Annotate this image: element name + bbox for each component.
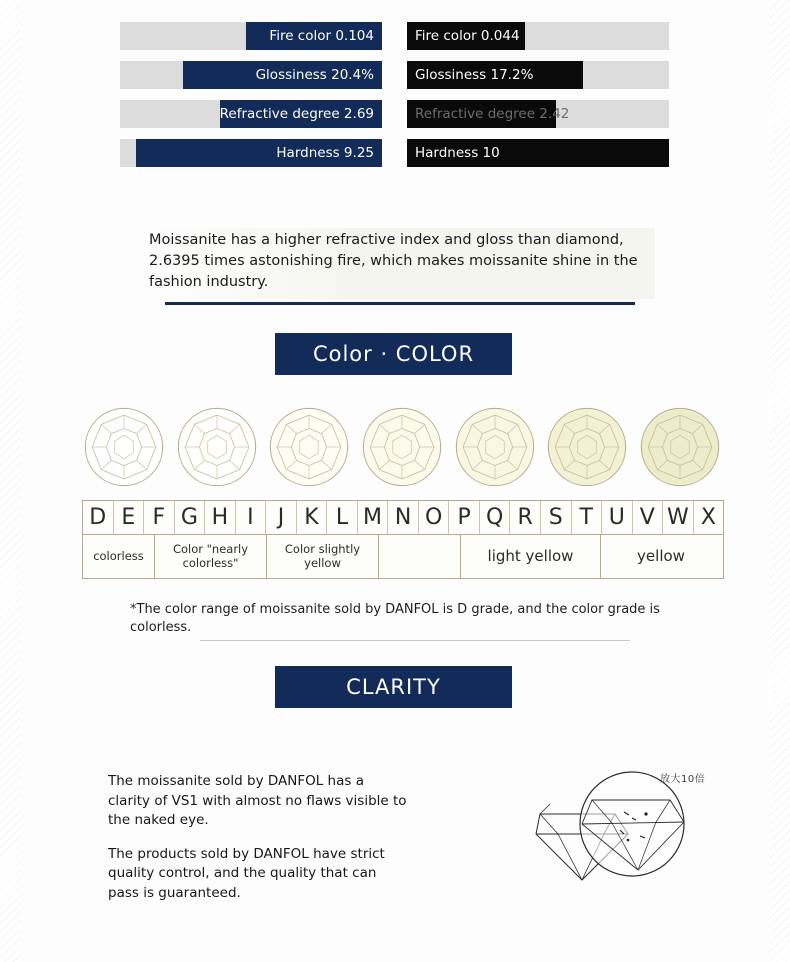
scale-letter: D — [83, 501, 114, 534]
bar-label: Glossiness 20.4% — [255, 67, 374, 83]
bar-track-moissanite — [120, 139, 382, 167]
diagram-caption: 放大10倍 — [660, 774, 706, 785]
bar-track-diamond — [407, 61, 669, 89]
scale-letter: R — [510, 501, 541, 534]
bar-track-diamond — [407, 22, 669, 50]
bar-label: Fire color 0.044 — [415, 28, 520, 44]
scale-letter: Q — [480, 501, 511, 534]
scale-letter: F — [144, 501, 175, 534]
scale-group-label — [379, 535, 461, 578]
bar-label: Hardness 9.25 — [276, 145, 374, 161]
bar-track-moissanite — [120, 22, 382, 50]
scale-letter: S — [541, 501, 572, 534]
gem-row — [82, 405, 722, 489]
scale-letter: M — [358, 501, 389, 534]
color-scale-letters — [83, 501, 723, 535]
scale-group-label: Color "nearly colorless" — [155, 535, 267, 578]
bar-label: Refractive degree 2.69 — [219, 106, 374, 122]
scale-letter: P — [449, 501, 480, 534]
comparison-bars — [120, 22, 670, 178]
clarity-section-banner: CLARITY — [275, 666, 512, 708]
bar-track-diamond — [407, 139, 669, 167]
bar-label: Refractive degree 2.42 — [415, 106, 570, 122]
bar-row — [120, 139, 670, 167]
bar-row — [120, 22, 670, 50]
bar-label: Glossiness 17.2% — [415, 67, 534, 83]
scale-letter: L — [327, 501, 358, 534]
footnote-text: *The color range of moissanite sold by DANFOL is D grade, and the color grade is colorless. — [130, 602, 660, 636]
scale-letter: N — [388, 501, 419, 534]
bar-track-moissanite — [120, 61, 382, 89]
scale-group-label: yellow — [637, 546, 685, 565]
bar-track-diamond — [407, 100, 669, 128]
gem-icon — [545, 405, 629, 489]
page-content — [20, 0, 770, 962]
scale-letter: W — [663, 501, 694, 534]
bar-label: Fire color 0.104 — [269, 28, 374, 44]
clarity-text-block — [108, 772, 408, 917]
scale-letter: T — [572, 501, 603, 534]
scale-letter: X — [700, 505, 716, 530]
color-scale-table — [82, 500, 724, 579]
gem-icon — [638, 405, 722, 489]
color-section-banner: Color · COLOR — [275, 333, 512, 375]
footnote-underline — [200, 640, 630, 641]
scale-group-label: Color slightly yellow — [267, 535, 379, 578]
clarity-paragraph: The products sold by DANFOL have strict quality control, and the quality that can pass is guaranteed. — [108, 845, 385, 901]
highlight-note — [145, 228, 655, 305]
scale-letter: H — [205, 501, 236, 534]
note-underline — [165, 302, 635, 305]
scale-letter: J — [266, 501, 297, 534]
bar-row — [120, 100, 670, 128]
scale-letter: E — [114, 501, 145, 534]
bar-label: Hardness 10 — [415, 145, 500, 161]
note-text: Moissanite has a higher refractive index and gloss than diamond, 2.6395 times astonishing fire, which makes moissanite shine in the fashion industry. — [145, 228, 655, 299]
scale-letter: I — [236, 501, 267, 534]
color-scale-groups — [83, 535, 723, 578]
scale-group-label: colorless — [83, 535, 155, 578]
gem-icon — [453, 405, 537, 489]
gem-icon — [175, 405, 259, 489]
gem-icon — [360, 405, 444, 489]
scale-letter: G — [175, 501, 206, 534]
scale-letter: V — [633, 501, 664, 534]
scale-letter: O — [419, 501, 450, 534]
scale-group-label: light yellow — [461, 535, 601, 578]
gem-icon — [82, 405, 166, 489]
bar-row — [120, 61, 670, 89]
scale-letter: K — [297, 501, 328, 534]
bar-track-moissanite — [120, 100, 382, 128]
color-footnote — [130, 601, 700, 641]
clarity-paragraph: The moissanite sold by DANFOL has a clarity of VS1 with almost no flaws visible to the naked eye. — [108, 773, 407, 829]
scale-letter: U — [602, 501, 633, 534]
gem-icon — [267, 405, 351, 489]
